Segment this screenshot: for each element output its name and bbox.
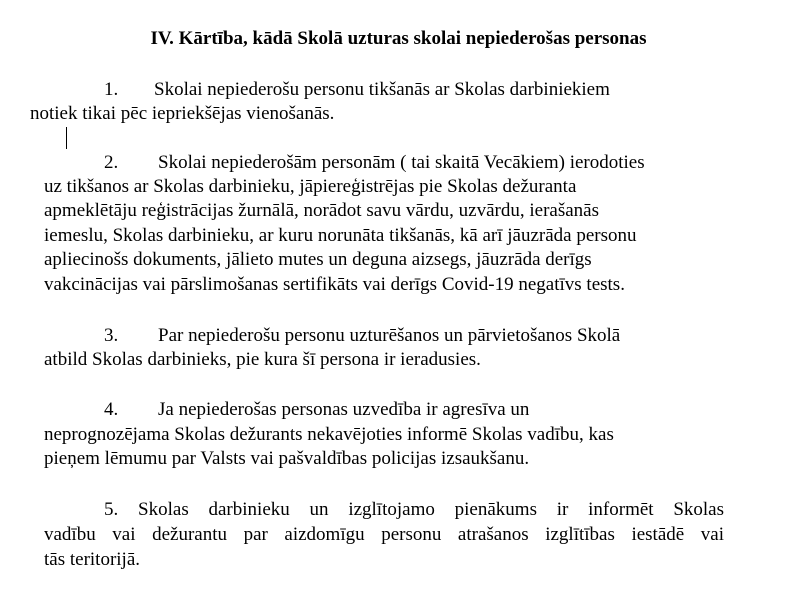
paragraph-2-line-2: uz tikšanos ar Skolas darbinieku, jāpiereģistrējas pie Skolas dežuranta — [44, 176, 577, 197]
paragraph-5-number: 5. — [104, 499, 119, 520]
paragraph-3-line-2: atbild Skolas darbinieks, pie kura šī persona ir ieradusies. — [44, 349, 481, 370]
paragraph-4-line-2: neprognozējama Skolas dežurants nekavējoties informē Skolas vadību, kas — [44, 424, 614, 445]
paragraph-5-line-1: Skolas darbinieku un izglītojamo pienākums ir informēt Skolas — [138, 499, 725, 520]
paragraph-5-line-3: tās teritorijā. — [44, 549, 141, 570]
paragraph-2-line-4: iemeslu, Skolas darbinieku, ar kuru norunāta tikšanās, kā arī jāuzrāda personu — [44, 225, 637, 246]
paragraph-5-first-line — [104, 498, 724, 522]
text-cursor — [66, 127, 67, 149]
paragraph-5-line-2: vadību vai dežurantu par aizdomīgu personu atrašanos izglītības iestādē vai — [44, 524, 724, 545]
paragraph-3-number: 3. — [104, 325, 119, 346]
paragraph-4-line-1: Ja nepiederošas personas uzvedība ir agresīva un — [158, 399, 530, 420]
paragraph-3-first-line — [104, 324, 620, 348]
paragraph-1-line-1: Skolai nepiederošu personu tikšanās ar Skolas darbiniekiem — [154, 79, 610, 100]
paragraph-2-number: 2. — [104, 152, 119, 173]
paragraph-3-line-1: Par nepiederošu personu uzturēšanos un pārvietošanos Skolā — [158, 325, 621, 346]
paragraph-2-line-6: vakcinācijas vai pārslimošanas sertifikāts vai derīgs Covid-19 negatīvs tests. — [44, 274, 625, 295]
paragraph-2-line-3: apmeklētāju reģistrācijas žurnālā, norādot savu vārdu, uzvārdu, ierašanās — [44, 200, 599, 221]
paragraph-2-first-line — [104, 151, 645, 175]
paragraph-1-first-line — [104, 78, 610, 102]
paragraph-1-line-2: notiek tikai pēc iepriekšējas vienošanās. — [30, 103, 335, 124]
paragraph-4-number: 4. — [104, 399, 119, 420]
paragraph-4-line-3: pieņem lēmumu par Valsts vai pašvaldības policijas izsaukšanu. — [44, 448, 530, 469]
section-title: IV. Kārtība, kādā Skolā uzturas skolai nepiederošas personas — [150, 28, 647, 49]
paragraph-2-line-5: apliecinošs dokuments, jālieto mutes un deguna aizsegs, jāuzrāda derīgs — [44, 249, 592, 270]
paragraph-1-number: 1. — [104, 79, 119, 100]
paragraph-4-first-line — [104, 398, 529, 422]
paragraph-2-line-1: Skolai nepiederošām personām ( tai skaitā Vecākiem) ierodoties — [158, 152, 645, 173]
